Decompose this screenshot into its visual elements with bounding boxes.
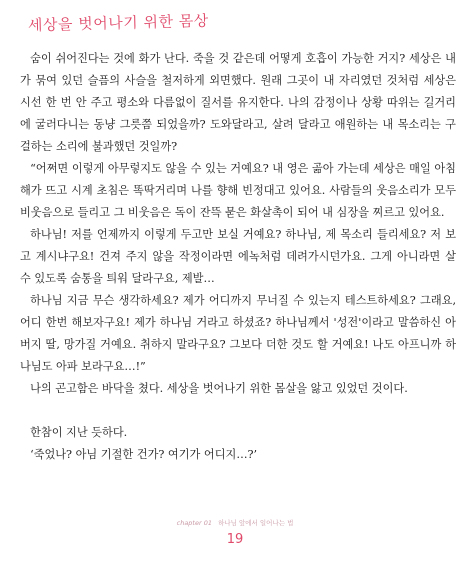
- page-number: 19: [226, 532, 244, 547]
- paragraph: “어쩌면 이렇게 아무렇지도 않을 수 있는 거예요? 내 영은 곪아 가는데 세상은 매일 아침 해가 뜨고 시계 초침은 똑딱거리며 나를 향해 빈정대고 있어요. 사람들의 웃음소리가 모두 비웃음으로 들리고 그 비웃음은 독이 잔뜩 묻은 화살촉이 되어 내 심장을 찌르고 있어요.: [20, 162, 456, 219]
- running-footer: [0, 518, 470, 527]
- chapter-title: 하나님 앞에서 일어나는 법: [218, 519, 294, 527]
- section-title: 세상을 벗어나기 위한 몸상: [27, 11, 209, 35]
- paragraph: ‘죽었나? 아님 기절한 건가? 여기가 어디지…?’: [30, 448, 258, 461]
- body-text: [20, 48, 456, 466]
- paragraph: 하나님 지금 무슨 생각하세요? 제가 어디까지 무너질 수 있는지 테스트하세요? 그래요, 어디 한번 해보자구요! 제가 하나님 거라고 하셨죠? 하나님께서 '성전'이라고 말씀하신 아버지 딸, 망가질 거예요. 취하지 말라구요? 그보다 더한 것도 할 거예요! 나도 아프니까 하나님도 아파 보라구요…!”: [20, 294, 456, 373]
- paragraph: 한참이 지난 듯하다.: [30, 426, 128, 439]
- paragraph: 나의 곤고함은 바닥을 쳤다. 세상을 벗어나기 위한 몸살을 앓고 있었던 것이다.: [30, 382, 408, 395]
- paragraph: 하나님! 저를 언제까지 이렇게 두고만 보실 거예요? 하나님, 제 목소리 들리세요? 저 보고 계시냐구요! 건져 주지 않을 작정이라면 에녹처럼 데려가시던가요. 그게 아니라면 살 수 있도록 숨통을 틔워 달라구요, 제발…: [20, 228, 456, 285]
- paragraph: 숨이 쉬어진다는 것에 화가 난다. 죽을 것 같은데 어떻게 호흡이 가능한 거지? 세상은 내가 묶여 있던 슬픔의 사슬을 철저하게 외면했다. 원래 그곳이 내 자리였던 것처럼 세상은 시선 한 번 안 주고 평소와 다름없이 질서를 유지한다. 나의 감정이나 상황 따위는 길거리에 굴러다니는 동냥 그릇쯤 되었을까? 도와달라고, 살려 달라고 애원하는 내 목소리는 구걸하는 소리에 불과했던 것일까?: [20, 52, 456, 153]
- chapter-label: chapter 01: [176, 519, 212, 527]
